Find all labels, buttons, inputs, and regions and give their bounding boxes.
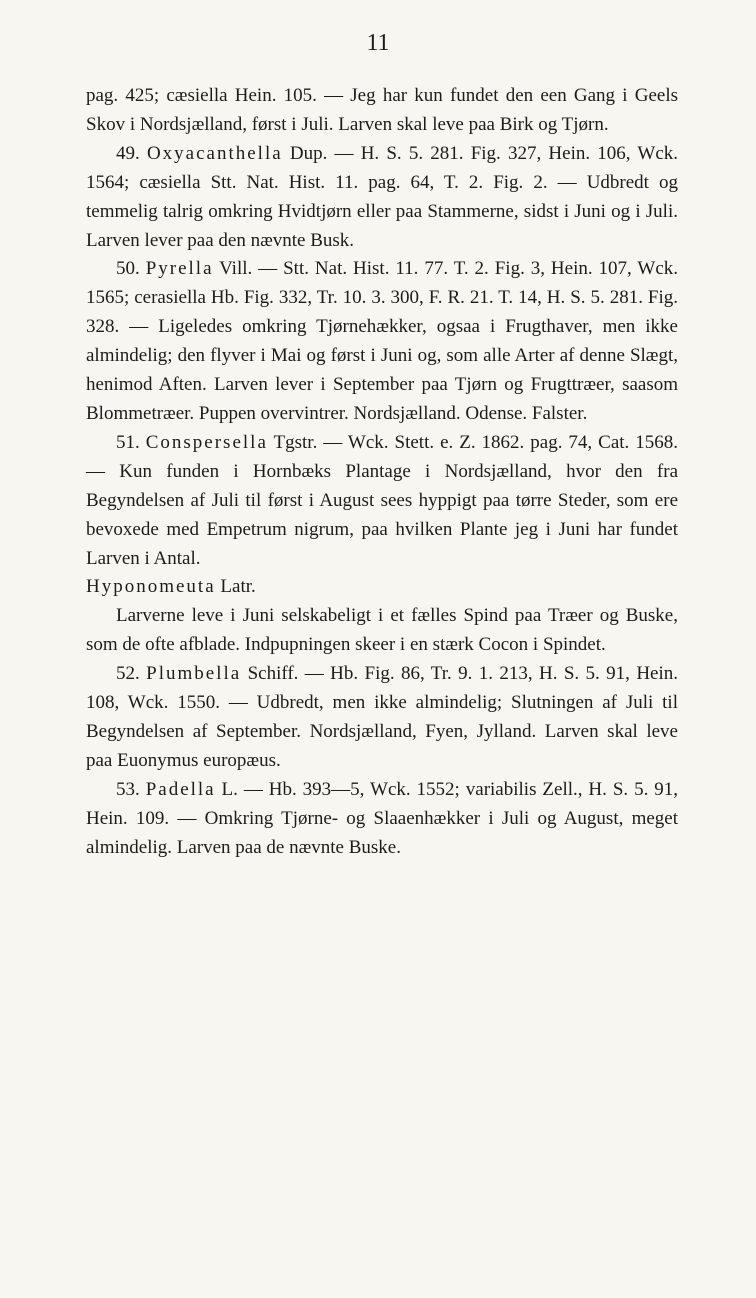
species-description: L. — Hb. 393—5, Wck. 1552; variabilis Zell., H. S. 5. 91, Hein. 109. — Omkring Tjørne- og Slaaenhækker i Juli og August, meget almindelig. Larven paa de nævnte Buske.	[86, 778, 679, 858]
species-name: Plumbella	[146, 663, 242, 685]
paragraph-text: pag. 425; cæsiella Hein. 105. — Jeg har kun fundet den een Gang i Geels Skov i Nordsjælland, først i Juli. Larven skal leve paa Birk og Tjørn.	[86, 85, 678, 135]
species-description: Tgstr. — Wck. Stett. e. Z. 1862. pag. 74, Cat. 1568. — Kun funden i Hornbæks Plantage i Nordsjælland, hvor den fra Begyndelsen af Juli til først i August sees hyppigt paa tørre Steder, som ere bevoxede med Empetrum nigrum, paa hvilken Plante jeg i Juni har fundet Larven i Antal.	[86, 431, 679, 569]
species-description: Dup. — H. S. 5. 281. Fig. 327, Hein. 106, Wck. 1564; cæsiella Stt. Nat. Hist. 11. pag. 64, T. 2. Fig. 2. — Udbredt og temmelig talrig omkring Hvidtjørn eller paa Stammerne, sidst i Juni og i Juli. Larven lever paa den nævnte Busk.	[86, 142, 679, 251]
genus-description	[86, 602, 678, 660]
genus-heading	[86, 573, 678, 602]
species-name: Conspersella	[145, 431, 268, 453]
species-entry-51	[86, 429, 678, 574]
genus-author: Latr.	[215, 576, 256, 598]
paragraph-continuation	[86, 82, 678, 140]
species-number: 53.	[116, 778, 140, 800]
species-number: 52.	[116, 663, 140, 685]
species-number: 49.	[116, 142, 140, 164]
species-number: 50.	[116, 258, 140, 280]
text-body	[86, 82, 678, 862]
paragraph-text: Larverne leve i Juni selskabeligt i et fælles Spind paa Træer og Buske, som de ofte afblade. Indpupningen skeer i en stærk Cocon i Spindet.	[86, 605, 678, 656]
species-description: Schiff. — Hb. Fig. 86, Tr. 9. 1. 213, H. S. 5. 91, Hein. 108, Wck. 1550. — Udbredt, men ikke almindelig; Slutningen af Juli til Begyndelsen af September. Nordsjælland, Fyen, Jylland. Larven skal leve paa Euonymus europæus.	[86, 663, 678, 771]
species-number: 51.	[116, 431, 140, 453]
page-number: 11	[366, 30, 390, 56]
species-name: Oxyacanthella	[146, 142, 283, 164]
species-entry-50	[86, 255, 678, 428]
species-entry-53	[86, 776, 678, 863]
species-name: Padella	[145, 778, 216, 800]
species-entry-49	[86, 140, 678, 256]
species-description: Vill. — Stt. Nat. Hist. 11. 77. T. 2. Fig. 3, Hein. 107, Wck. 1565; cerasiella Hb. Fig. 332, Tr. 10. 3. 300, F. R. 21. T. 14, H. S. 5. 281. Fig. 328. — Ligeledes omkring Tjørnehækker, ogsaa i Frugthaver, men ikke almindelig; den flyver i Mai og først i Juni og, som alle Arter af denne Slægt, henimod Aften. Larven lever i September paa Tjørn og Frugttræer, saasom Blommetræer. Puppen overvintrer. Nordsjælland. Odense. Falster.	[86, 258, 678, 424]
species-entry-52	[86, 660, 678, 776]
genus-name: Hyponomeuta	[86, 576, 216, 598]
species-name: Pyrella	[145, 258, 214, 280]
